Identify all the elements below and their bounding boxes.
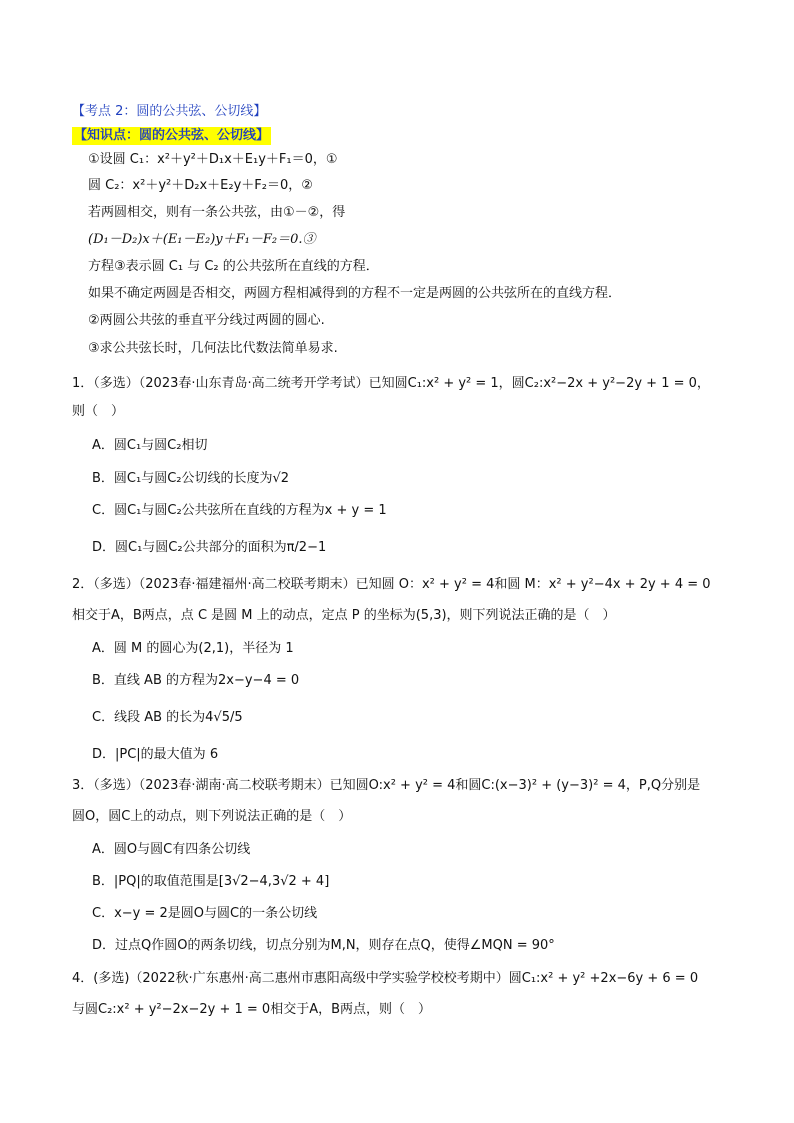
option-a: A．圆 M 的圆心为(2,1)，半径为 1 [92, 641, 294, 656]
knowledge-line: ①设圆 C₁：x²＋y²＋D₁x＋E₁y＋F₁＝0，① [88, 152, 338, 167]
question-stem: 则（ ） [72, 404, 125, 419]
option-d: D．|PC|的最大值为 6 [92, 747, 219, 762]
knowledge-line: (D₁－D₂)x＋(E₁－E₂)y＋F₁－F₂＝0.③ [88, 232, 316, 247]
option-c: C．线段 AB 的长为4√5/5 [92, 710, 243, 725]
question-stem: 3．（多选）（2023春·湖南·高二校联考期末）已知圆O:x² + y² = 4和圆C:(x−3)² + (y−3)² = 4，P,Q分别是 [72, 778, 701, 793]
option-c: C．圆C₁与圆C₂公共弦所在直线的方程为x + y = 1 [92, 503, 387, 518]
knowledge-line: 如果不确定两圆是否相交，两圆方程相减得到的方程不一定是两圆的公共弦所在的直线方程． [88, 286, 622, 301]
section-title: 【考点 2：圆的公共弦、公切线】 [72, 104, 267, 119]
question-stem: 与圆C₂:x² + y²−2x−2y + 1 = 0相交于A，B两点，则（ ） [72, 1002, 432, 1017]
option-a: A．圆C₁与圆C₂相切 [92, 438, 208, 453]
question-stem: 圆O，圆C上的动点，则下列说法正确的是（ ） [72, 809, 352, 824]
question-stem: 相交于A，B两点，点 C 是圆 M 上的动点，定点 P 的坐标为(5,3)，则下列说法正确的是（ ） [72, 608, 616, 623]
option-c: C．x−y = 2是圆O与圆C的一条公切线 [92, 906, 318, 921]
question-stem: 4．(多选)（2022秋·广东惠州·高二惠州市惠阳高级中学实验学校校考期中）圆C₁:x² + y² +2x−6y + 6 = 0 [72, 971, 699, 986]
knowledge-line: 圆 C₂：x²＋y²＋D₂x＋E₂y＋F₂＝0，② [88, 178, 313, 193]
option-b: B．|PQ|的取值范围是[3√2−4,3√2 + 4] [92, 874, 330, 889]
option-a: A．圆O与圆C有四条公切线 [92, 842, 251, 857]
knowledge-line: 若两圆相交，则有一条公共弦，由①－②，得 [88, 205, 346, 220]
knowledge-line: ②两圆公共弦的垂直平分线过两圆的圆心. [88, 313, 325, 328]
option-b: B．圆C₁与圆C₂公切线的长度为√2 [92, 471, 290, 486]
knowledge-line: ③求公共弦长时，几何法比代数法简单易求. [88, 341, 338, 356]
option-b: B．直线 AB 的方程为2x−y−4 = 0 [92, 673, 300, 688]
knowledge-badge: 【知识点：圆的公共弦、公切线】 [74, 128, 270, 143]
question-stem: 2．（多选）（2023春·福建福州·高二校联考期末）已知圆 O：x² + y² = 4和圆 M：x² + y²−4x + 2y + 4 = 0 [72, 577, 711, 592]
option-d: D．圆C₁与圆C₂公共部分的面积为π/2−1 [92, 540, 327, 555]
option-d: D．过点Q作圆O的两条切线，切点分别为M,N，则存在点Q，使得∠MQN = 90° [92, 938, 555, 953]
question-stem: 1．（多选）（2023春·山东青岛·高二统考开学考试）已知圆C₁:x² + y² = 1，圆C₂:x²−2x + y²−2y + 1 = 0， [72, 376, 710, 391]
knowledge-line: 方程③表示圆 C₁ 与 C₂ 的公共弦所在直线的方程． [88, 259, 379, 274]
